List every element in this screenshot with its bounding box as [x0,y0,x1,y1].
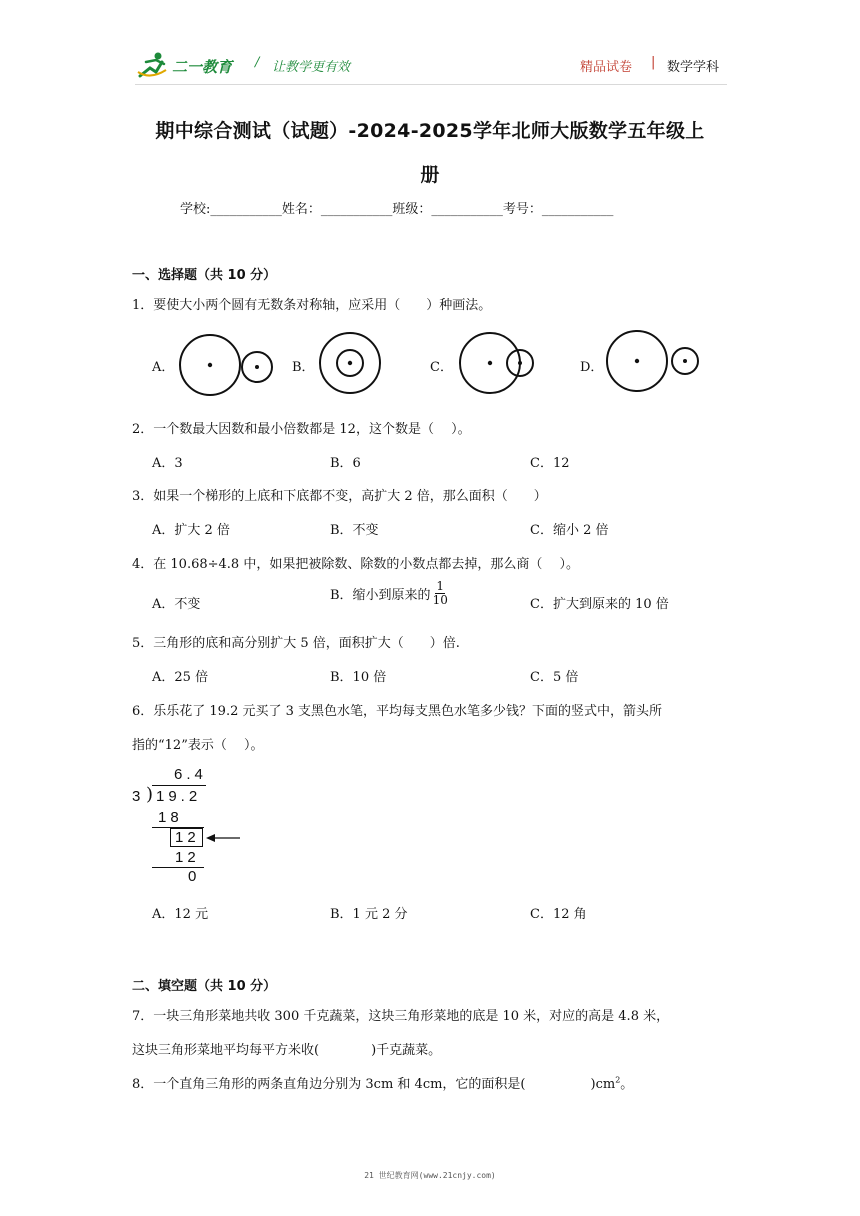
q1-option-c-label: C． [430,360,453,375]
question-7-line2: 这块三角形菜地平均每平方米收( )千克蔬菜。 [132,1043,442,1058]
slogan-divider: / [255,55,260,70]
q6-option-c: C．12 角 [530,907,587,922]
q4-fraction-numerator: 1 [436,579,445,593]
division-step-3: 12 [175,849,200,866]
q1-option-a-circles [176,330,276,400]
q1-option-a-label: A． [152,360,175,375]
q2-option-b: B．6 [330,456,361,471]
tag-separator: | [651,55,656,70]
q5-option-c: C．5 倍 [530,670,579,685]
tag-premium: 精品试卷 [580,60,633,75]
division-divisor: 3 [132,788,145,805]
q1-option-b-circles [316,329,386,399]
question-8-text: 8．一个直角三角形的两条直角边分别为 3cm 和 4cm，它的面积是( )cm [132,1077,616,1092]
page-title-line2: 册 [420,164,440,186]
page-title-line1: 期中综合测试（试题）-2024-2025学年北师大版数学五年级上 [155,120,705,142]
division-step-1: 18 [158,809,183,826]
question-1: 1．要使大小两个圆有无数条对称轴，应采用（ ）种画法。 [132,298,492,313]
logo-text: 二一教育 [172,58,233,76]
question-8-superscript: 2 [615,1075,621,1085]
q4-option-b [330,580,448,607]
q2-option-c: C．12 [530,456,570,471]
section-heading-choice: 一、选择题（共 10 分） [132,268,277,283]
student-info-line: 学校:___________姓名：___________班级：___________考号：___________ [180,202,614,217]
runner-logo-icon [136,50,170,80]
question-2: 2．一个数最大因数和最小倍数都是 12，这个数是（ ）。 [132,422,471,437]
q6-option-a: A．12 元 [152,907,209,922]
q4-option-c: C．扩大到原来的 10 倍 [530,597,669,612]
q4-option-b-text: B．缩小到原来的 [330,588,431,603]
q1-option-b-label: B． [292,360,315,375]
question-7-line1: 7．一块三角形菜地共收 300 千克蔬菜，这块三角形菜地的底是 10 米，对应的高是 4.8 米， [132,1009,670,1024]
question-3: 3．如果一个梯形的上底和下底都不变，高扩大 2 倍，那么面积（ ） [132,489,547,504]
q5-option-a: A．25 倍 [152,670,209,685]
q4-fraction-denominator: 10 [432,593,448,607]
question-6-line2: 指的“12”表示（ ）。 [132,738,264,753]
question-8 [132,1073,633,1092]
q5-option-b: B．10 倍 [330,670,387,685]
long-division [130,764,250,888]
tag-subject: 数学学科 [667,60,720,75]
header-rule [135,84,727,85]
q6-option-b: B．1 元 2 分 [330,907,408,922]
q3-option-b: B．不变 [330,523,379,538]
division-remainder: 0 [188,868,201,885]
logo [136,50,246,80]
pointer-arrow-icon [206,832,242,844]
question-8-end: 。 [620,1077,634,1092]
q1-option-d-label: D． [580,360,604,375]
q3-option-c: C．缩小 2 倍 [530,523,609,538]
question-6-line1: 6．乐乐花了 19.2 元买了 3 支黑色水笔，平均每支黑色水笔多少钱？下面的竖式中，箭头所 [132,704,663,719]
q3-option-a: A．扩大 2 倍 [152,523,230,538]
division-bar [152,785,206,786]
question-5: 5．三角形的底和高分别扩大 5 倍，面积扩大（ ）倍. [132,636,460,651]
division-dividend: 19.2 [156,788,202,805]
slogan: 让教学更有效 [272,60,351,75]
q4-option-a: A．不变 [152,597,201,612]
division-quotient: 6.4 [174,766,207,783]
q4-fraction [433,580,448,607]
q2-option-a: A．3 [152,456,183,471]
section-heading-fill: 二、填空题（共 10 分） [132,979,277,994]
q1-option-d-circles [604,327,704,397]
question-4: 4．在 10.68÷4.8 中，如果把被除数、除数的小数点都去掉，那么商（ ）。 [132,557,579,572]
division-bracket: ) [146,784,154,805]
division-step-2: 12 [175,829,200,846]
page-footer: 21 世纪教育网(www.21cnjy.com) [364,1171,496,1180]
q1-option-c-circles [456,329,546,399]
